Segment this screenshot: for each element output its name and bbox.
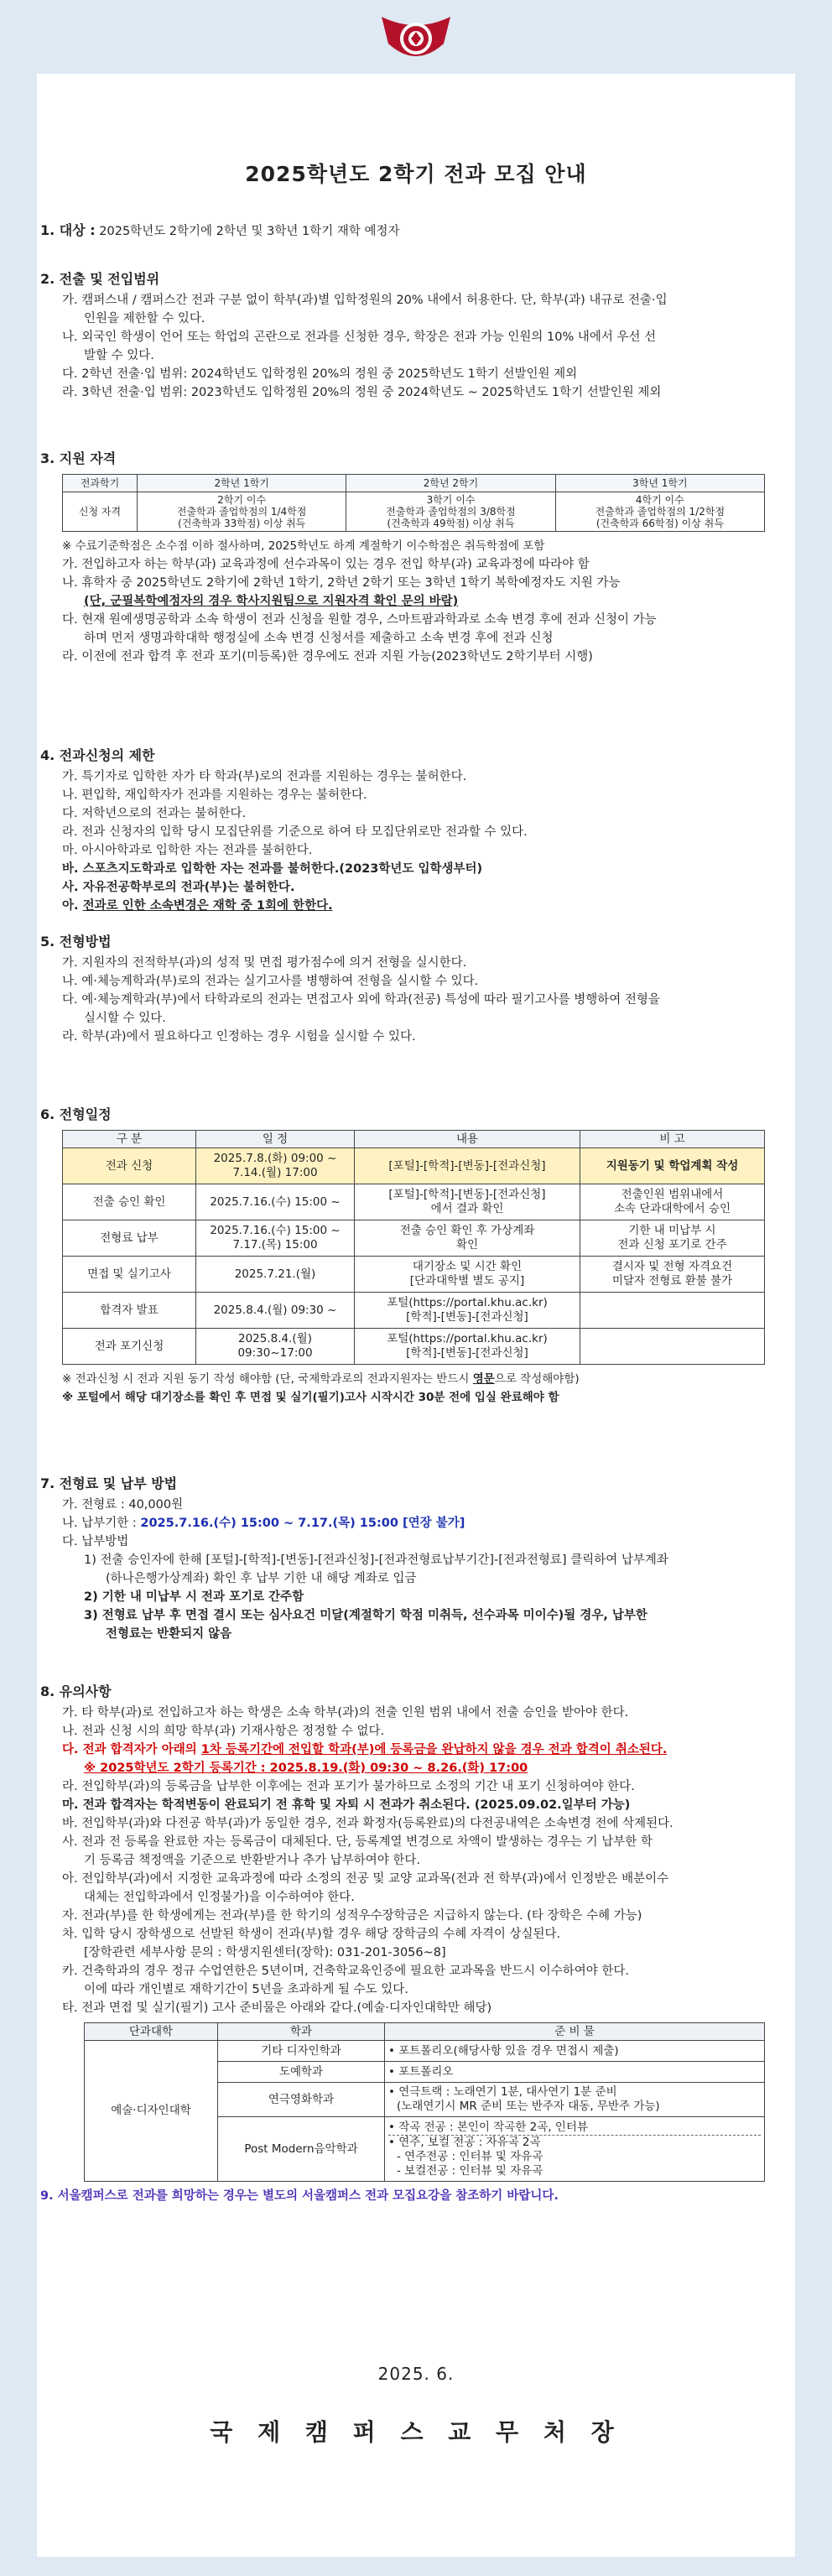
table-row: 전출 승인 확인 2025.7.16.(수) 15:00 ~ [포털]-[학적]-[변동]-[전과신청] 에서 결과 확인 전출인원 범위내에서 소속 단과대학에서 승인 <box>63 1184 765 1220</box>
list-item-bold: 사. 자유전공학부로의 전과(부)는 불허한다. <box>62 881 295 894</box>
table-row: 연극영화학과 • 연극트랙 : 노래연기 1분, 대사연기 1분 준비 (노래연기시 MR 준비 또는 반주자 대동, 무반주 가능) <box>85 2083 765 2117</box>
table-row: 전과 신청 2025.7.8.(화) 09:00 ~ 7.14.(월) 17:00 [포털]-[학적]-[변동]-[전과신청] 지원동기 및 학업계획 작성 <box>63 1148 765 1184</box>
seoul-campus-note: 9. 서울캠퍼스로 전과를 희망하는 경우는 별도의 서울캠퍼스 전과 모집요강을 참조하기 바랍니다. <box>40 2189 559 2203</box>
item-na-bold: (단, 군필복학예정자의 경우 학사지원팀으로 지원자격 확인 문의 바람) <box>84 595 459 608</box>
section-schedule <box>40 1104 778 1407</box>
university-emblem <box>377 10 455 65</box>
item-ga-cont: 인원을 제한할 수 있다. <box>84 312 205 325</box>
section-heading: 2. 전출 및 전입범위 <box>40 271 160 287</box>
item-ja: 자. 전과(부)를 한 학생에게는 전과(부)를 한 학기의 성적우수장학금은 지급하지 않는다. (타 장학은 수혜 가능) <box>62 1909 642 1923</box>
item-a-cont: 대체는 전입학과에서 인정불가)을 이수하여야 한다. <box>84 1891 355 1904</box>
item-na-cont: 발할 수 있다. <box>84 349 154 362</box>
sub-item: 1) 전출 승인자에 한해 [포털]-[학적]-[변동]-[전과신청]-[전과전형료납부기간]-[전과전형료] 클릭하여 납부계좌 <box>84 1553 668 1567</box>
table-cell: 4학기 이수 전출학과 졸업학점의 1/2학점 (건축학과 66학점) 이상 취득 <box>555 492 764 532</box>
section-heading: 1. 대상 : <box>40 222 96 238</box>
footer-date: 2025. 6. <box>377 2364 455 2384</box>
sub-item-bold: 2) 기한 내 미납부 시 전과 포기로 간주함 <box>84 1590 304 1604</box>
item-na: 나. 외국인 학생이 언어 또는 학업의 곤란으로 전과를 신청한 경우, 학장은 전과 가능 인원의 10% 내에서 우선 선 <box>62 330 657 344</box>
section-restrictions <box>40 745 778 915</box>
item-a: 아. 전입학부(과)에서 지정한 교육과정에 따라 소정의 전공 및 교양 교과목(전과 전 학부(과)에서 인정받은 배분이수 <box>62 1872 669 1886</box>
section-heading: 6. 전형일정 <box>40 1106 112 1122</box>
table-row: 전과 포기신청 2025.8.4.(월) 09:30~17:00 포털(https://portal.khu.ac.kr) [학적]-[변동]-[전과신청] <box>63 1329 765 1365</box>
item-da-cont: 하며 먼저 생명과학대학 행정실에 소속 변경 신청서를 제출하고 소속 변경 후에 전과 신청 <box>84 632 554 645</box>
table-header: 전과학기 <box>63 475 138 492</box>
item-ra: 라. 학부(과)에서 필요하다고 인정하는 경우 시험을 실시할 수 있다. <box>62 1030 416 1043</box>
section-heading: 7. 전형료 및 납부 방법 <box>40 1475 178 1491</box>
item-da-underlined: 1차 등록기간에 전입할 학과(부)에 등록금을 완납하지 않을 경우 전과 합격이 취소된다. <box>200 1743 668 1756</box>
note-underlined: 영문 <box>472 1372 495 1386</box>
table-header: 비 고 <box>580 1131 765 1148</box>
item-ga: 가. 캠퍼스내 / 캠퍼스간 전과 구분 없이 학부(과)별 입학정원의 20% 내에서 허용한다. 단, 학부(과) 내규로 전출·입 <box>62 294 668 307</box>
section-eligibility <box>40 448 778 666</box>
section-heading: 8. 유의사항 <box>40 1684 112 1699</box>
notice-document <box>37 74 795 2557</box>
table-header: 단과대학 <box>85 2023 218 2041</box>
item-ga: 가. 전형료 : 40,000원 <box>62 1498 184 1512</box>
item-ra: 라. 전입학부(과)의 등록금을 납부한 이후에는 전과 포기가 불가하므로 소정의 기간 내 포기 신청하여야 한다. <box>62 1780 635 1793</box>
table-row: Post Modern음악학과 • 작곡 전공 : 본인이 작곡한 2곡, 인터뷰 • 연주, 보컬 전공 : 자유곡 2곡 - 연주전공 : 인터뷰 및 자유곡 - 보컬전공 : 인터뷰 및 자유곡 <box>85 2117 765 2182</box>
payment-deadline: 2025.7.16.(수) 15:00 ~ 7.17.(목) 15:00 [연장 불가] <box>140 1517 465 1530</box>
section-fee <box>40 1473 778 1643</box>
section-heading: 5. 전형방법 <box>40 934 112 950</box>
table-row: 합격자 발표 2025.8.4.(월) 09:30 ~ 포털(https://portal.khu.ac.kr) [학적]-[변동]-[전과신청] <box>63 1293 765 1329</box>
table-header: 일 정 <box>196 1131 355 1148</box>
item-na: 나. 전과 신청 시의 희망 학부(과) 기재사항은 정정할 수 없다. <box>62 1725 385 1738</box>
section-method <box>40 931 778 1046</box>
item-sa: 사. 전과 전 등록을 완료한 자는 등록금이 대체된다. 단, 등록계열 변경으로 차액이 발생하는 경우는 기 납부한 학 <box>62 1835 653 1849</box>
item-da: 다. 전과 합격자가 아래의 <box>62 1743 201 1756</box>
item-ka: 카. 건축학과의 경우 정규 수업연한은 5년이며, 건축학교육인증에 필요한 교과목을 반드시 이수하여야 한다. <box>62 1965 630 1978</box>
table-row: 예술·디자인대학 기타 디자인학과 • 포트폴리오(해당사항 있을 경우 면접시 제출) <box>85 2041 765 2062</box>
list-item: 나. 편입학, 재입학자가 전과를 지원하는 경우는 불허한다. <box>62 788 367 802</box>
item-na: 나. 납부기한 : <box>62 1517 141 1530</box>
table-header: 내용 <box>355 1131 580 1148</box>
table-header: 학과 <box>218 2023 385 2041</box>
note: ※ 수료기준학점은 소수점 이하 절사하며, 2025학년도 하계 계절학기 이수학점은 취득학점에 포함 <box>62 539 545 553</box>
item-ka-cont: 이에 따라 개인별로 재학기간이 5년을 초과하게 될 수도 있다. <box>84 1983 408 1996</box>
item-na: 나. 휴학자 중 2025학년도 2학기에 2학년 1학기, 2학년 2학기 또는 3학년 1학기 복학예정자도 지원 가능 <box>62 576 621 590</box>
item-ga: 가. 전입하고자 하는 학부(과) 교육과정에 선수과목이 있는 경우 전입 학부(과) 교육과정에 따라야 함 <box>62 558 590 571</box>
note-bold: ※ 포털에서 해당 대기장소를 확인 후 면접 및 실기(필기)고사 시작시간 30분 전에 입실 완료해야 함 <box>62 1391 559 1404</box>
table-row: 도예학과 • 포트폴리오 <box>85 2062 765 2083</box>
item-cha-cont: [장학관련 세부사항 문의 : 학생지원센터(장학): 031-201-3056~8] <box>84 1946 446 1959</box>
item-ma: 마. 전과 합격자는 학적변동이 완료되기 전 휴학 및 자퇴 시 전과가 취소된다. (2025.09.02.일부터 가능) <box>62 1798 631 1812</box>
table-row: 전형료 납부 2025.7.16.(수) 15:00 ~ 7.17.(목) 15:00 전출 승인 확인 후 가상계좌 확인 기한 내 미납부 시 전과 신청 포기로 간주 <box>63 1220 765 1257</box>
eligibility-table <box>62 474 765 532</box>
sub-item-bold: 3) 전형료 납부 후 면접 결시 또는 심사요건 미달(계절학기 학점 미취득, 선수과목 미이수)될 경우, 납부한 <box>84 1609 647 1622</box>
section-text: 2025학년도 2학기에 2학년 및 3학년 1학기 재학 예정자 <box>99 225 400 238</box>
list-item-prefix: 아. <box>62 899 83 913</box>
note: 으로 작성해야함) <box>494 1372 580 1386</box>
list-item-bold: 바. 스포츠지도학과로 입학한 자는 전과를 불허한다.(2023학년도 입학생부터) <box>62 862 483 876</box>
item-ra: 라. 이전에 전과 합격 후 전과 포기(미등록)한 경우에도 전과 지원 가능(2023학년도 2학기부터 시행) <box>62 650 593 664</box>
list-item: 가. 특기자로 입학한 자가 타 학과(부)로의 전과를 지원하는 경우는 불허한다. <box>62 770 467 783</box>
list-item: 마. 아시아학과로 입학한 자는 전과를 불허한다. <box>62 844 313 857</box>
table-cell: 2학기 이수 전출학과 졸업학점의 1/4학점 (건축학과 33학점) 이상 취득 <box>138 492 346 532</box>
item-ra: 라. 3학년 전출·입 범위: 2023학년도 입학정원 20%의 정원 중 2024학년도 ~ 2025학년도 1학기 선발인원 제외 <box>62 386 662 399</box>
college-cell: 예술·디자인대학 <box>85 2041 218 2182</box>
item-ga: 가. 타 학부(과)로 전입하고자 하는 학생은 소속 학부(과)의 전출 인원 범위 내에서 전출 승인을 받아야 한다. <box>62 1706 629 1720</box>
section-scope <box>40 268 778 402</box>
table-cell: 3학기 이수 전출학과 졸업학점의 3/8학점 (건축학과 49학점) 이상 취득 <box>346 492 555 532</box>
sub-item-cont: (하나은행가상계좌) 확인 후 납부 기한 내 해당 계좌로 입금 <box>106 1572 417 1585</box>
item-cha: 차. 입학 당시 장학생으로 선발된 학생이 전과(부)할 경우 해당 장학금의 수혜 자격이 상실된다. <box>62 1928 561 1941</box>
table-header: 구 분 <box>63 1131 196 1148</box>
item-da-cont: 실시할 수 있다. <box>84 1012 166 1025</box>
materials-table <box>84 2022 765 2182</box>
table-row: 면접 및 실기고사 2025.7.21.(월) 대기장소 및 시간 확인 [단과대학별 별도 공지] 결시자 및 전형 자격요건 미달자 전형료 환불 불가 <box>63 1257 765 1293</box>
schedule-table <box>62 1130 765 1365</box>
item-ga: 가. 지원자의 전적학부(과)의 성적 및 면접 평가점수에 의거 전형을 실시한다. <box>62 956 467 970</box>
table-header: 준 비 물 <box>385 2023 765 2041</box>
item-sa-cont: 기 등록금 책정액을 기준으로 반환받거나 추가 납부하여야 한다. <box>84 1854 421 1867</box>
list-item-underlined: 전과로 인한 소속변경은 재학 중 1회에 한한다. <box>82 899 333 913</box>
sub-item-cont: 전형료는 반환되지 않음 <box>106 1627 232 1641</box>
item-na: 나. 예·체능계학과(부)로의 전과는 실기고사를 병행하여 전형을 실시할 수 있다. <box>62 975 479 988</box>
table-header: 3학년 1학기 <box>555 475 764 492</box>
section-notes <box>40 1681 778 2205</box>
section-heading: 3. 지원 자격 <box>40 450 117 466</box>
item-ta: 타. 전과 면접 및 실기(필기) 고사 준비물은 아래와 같다.(예술·디자인대학만 해당) <box>62 2001 492 2015</box>
item-da: 다. 납부방법 <box>62 1535 129 1548</box>
item-da: 다. 예·체능계학과(부)에서 타학과로의 전과는 면접고사 외에 학과(전공) 특성에 따라 필기고사를 병행하여 전형을 <box>62 993 660 1007</box>
table-header: 2학년 1학기 <box>138 475 346 492</box>
list-item: 라. 전과 신청자의 입학 당시 모집단위를 기준으로 하여 타 모집단위로만 전과할 수 있다. <box>62 825 528 839</box>
section-heading: 4. 전과신청의 제한 <box>40 747 155 763</box>
row-label: 신청 자격 <box>63 492 138 532</box>
item-da: 다. 현재 원예생명공학과 소속 학생이 전과 신청을 원할 경우, 스마트팜과학과로 소속 변경 후에 전과 신청이 가능 <box>62 613 657 627</box>
item-ba: 바. 전입학부(과)와 다전공 학부(과)가 동일한 경우, 전과 확정자(등록완료)의 다전공내역은 소속변경 전에 삭제된다. <box>62 1817 673 1830</box>
item-da: 다. 2학년 전출·입 범위: 2024학년도 입학정원 20%의 정원 중 2025학년도 1학기 선발인원 제외 <box>62 367 578 381</box>
table-header: 2학년 2학기 <box>346 475 555 492</box>
note: ※ 전과신청 시 전과 지원 동기 작성 해야함 (단, 국제학과로의 전과지원자는 반드시 <box>62 1372 473 1386</box>
page-title: 2025학년도 2학기 전과 모집 안내 <box>245 162 587 186</box>
list-item: 다. 저학년으로의 전과는 불허한다. <box>62 807 247 820</box>
section-target <box>40 221 778 241</box>
footer-issuer: 국 제 캠 퍼 스 교 무 처 장 <box>210 2418 622 2446</box>
registration-period: ※ 2025학년도 2학기 등록기간 : 2025.8.19.(화) 09:30 ~ 8.26.(화) 17:00 <box>84 1762 528 1775</box>
